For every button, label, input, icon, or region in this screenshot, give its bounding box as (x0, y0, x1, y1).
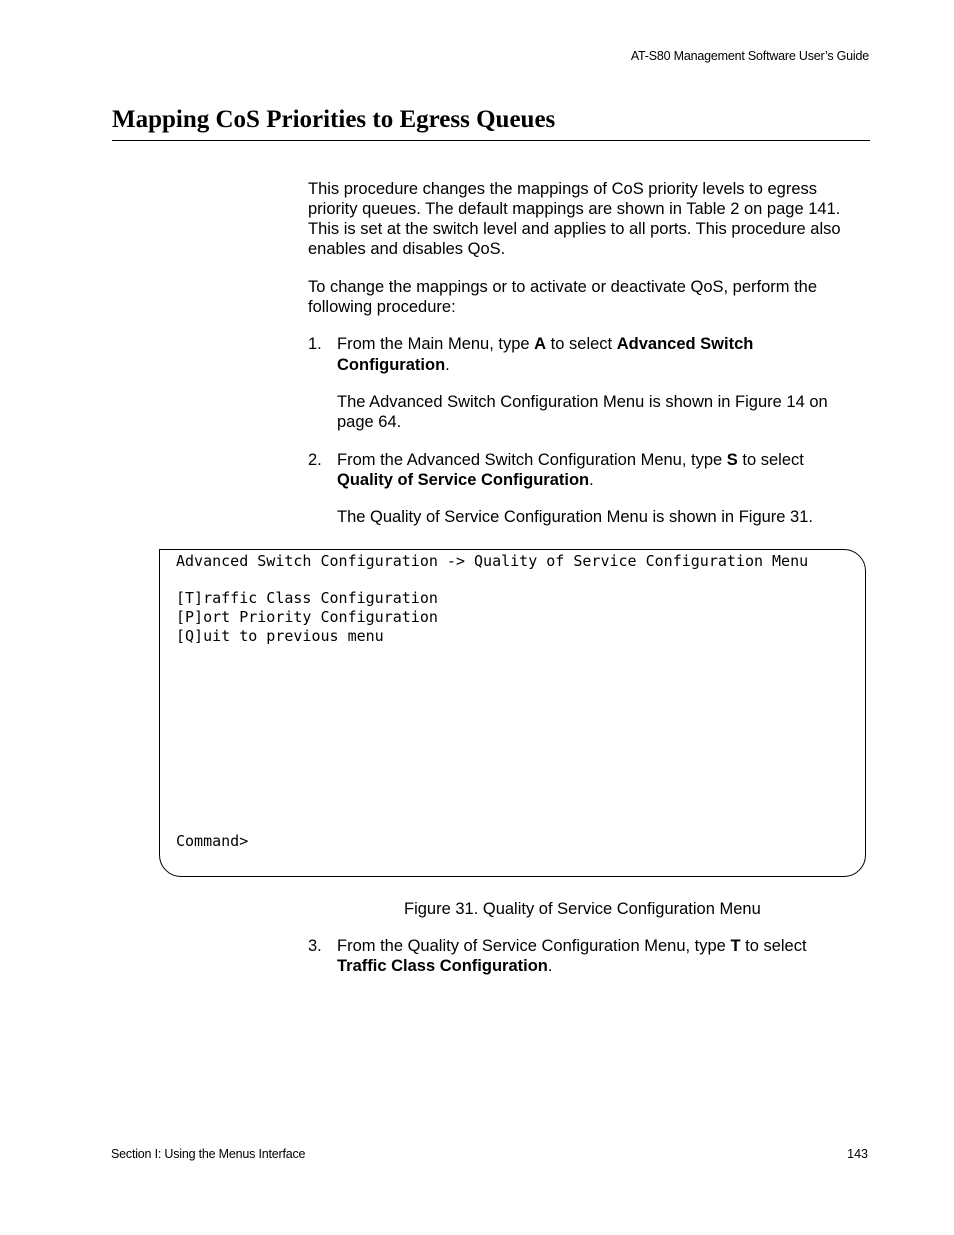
step-line: From the Advanced Switch Configuration Menu, type S to select (337, 451, 804, 469)
title-rule (112, 140, 870, 141)
step-note: The Advanced Switch Configuration Menu is shown in Figure 14 on (337, 393, 828, 411)
running-header: AT-S80 Management Software User’s Guide (630, 49, 869, 63)
intro-line: enables and disables QoS. (308, 240, 506, 258)
terminal-menu-item-port-priority: [P]ort Priority Configuration (176, 608, 438, 626)
intro-line: This procedure changes the mappings of CoS priority levels to egress (308, 180, 818, 198)
footer-page-number: 143 (847, 1147, 868, 1161)
section-title: Mapping CoS Priorities to Egress Queues (112, 106, 556, 133)
step-number: 1. (308, 335, 322, 353)
step-note: The Quality of Service Configuration Menu is shown in Figure 31. (337, 508, 813, 526)
step-line: Quality of Service Configuration. (337, 471, 594, 489)
intro-line: To change the mappings or to activate or deactivate QoS, perform the (308, 278, 818, 296)
step-line: Traffic Class Configuration. (337, 957, 553, 975)
terminal-command-prompt: Command> (176, 832, 249, 850)
step-line: Configuration. (337, 356, 450, 374)
step-line: From the Quality of Service Configuration Menu, type T to select (337, 937, 807, 955)
footer-section-label: Section I: Using the Menus Interface (111, 1147, 306, 1161)
terminal-menu-item-quit: [Q]uit to previous menu (176, 627, 384, 645)
terminal-menu-item-traffic-class: [T]raffic Class Configuration (176, 589, 438, 607)
step-note: page 64. (337, 413, 402, 431)
intro-line: This is set at the switch level and applies to all ports. This procedure also (308, 220, 841, 238)
terminal-breadcrumb: Advanced Switch Configuration -> Quality of Service Configuration Menu (176, 552, 809, 570)
step-number: 3. (308, 937, 322, 955)
intro-line: priority queues. The default mappings are shown in Table 2 on page 141. (308, 200, 841, 218)
figure-caption: Figure 31. Quality of Service Configuration Menu (404, 900, 761, 918)
step-line: From the Main Menu, type A to select Advanced Switch (337, 335, 754, 353)
intro-line: following procedure: (308, 298, 456, 316)
step-number: 2. (308, 451, 322, 469)
